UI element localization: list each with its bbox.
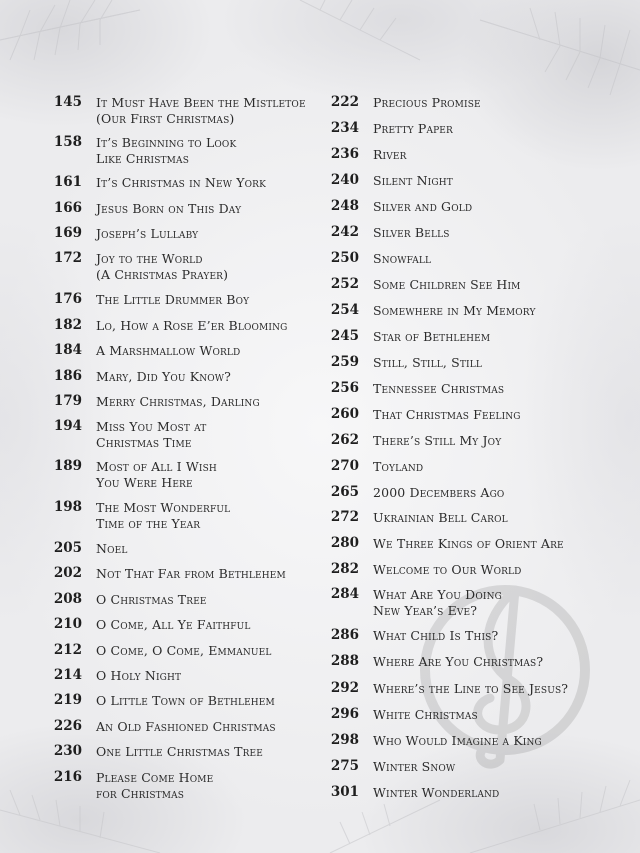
song-title: Tennessee Christmas: [373, 381, 505, 396]
toc-entry: [323, 329, 490, 345]
toc-entry: [323, 381, 504, 397]
toc-entry: [323, 433, 501, 449]
toc-entry: [323, 536, 564, 552]
toc-entry: [323, 785, 499, 801]
page-number: 240: [330, 172, 359, 188]
toc-entry: [323, 459, 423, 475]
page-number: 189: [53, 458, 82, 474]
page-number: 286: [330, 627, 359, 643]
page-number: 194: [53, 418, 82, 434]
song-title: Jesus Born on This Day: [96, 201, 242, 216]
page-number: 198: [53, 499, 82, 515]
page-number: 205: [53, 540, 82, 556]
page-number: 275: [330, 758, 359, 774]
page-number: 260: [330, 406, 359, 422]
song-title: Silver Bells: [373, 225, 450, 240]
page-number: 145: [53, 94, 82, 110]
toc-entry: [323, 225, 450, 241]
song-title: That Christmas Feeling: [373, 407, 521, 422]
song-title: Silver and Gold: [373, 199, 473, 214]
song-title: Star of Bethlehem: [373, 329, 491, 344]
page-number: 254: [330, 302, 359, 318]
page-number: 208: [53, 591, 82, 607]
page-number: 182: [53, 317, 82, 333]
page-number: 288: [330, 653, 359, 669]
page-number: 270: [330, 458, 359, 474]
toc-entry: [323, 587, 502, 618]
song-title: We Three Kings of Orient Are: [373, 536, 564, 551]
toc-entry: [323, 407, 521, 423]
song-title: Welcome to Our World: [373, 562, 522, 577]
song-title: A Marshmallow World: [96, 343, 241, 358]
page-number: 282: [330, 561, 359, 577]
song-title: Mary, Did You Know?: [96, 369, 232, 384]
page-number: 272: [330, 509, 359, 525]
toc-entry: [323, 121, 453, 137]
page-number: 222: [330, 94, 359, 110]
song-title: Winter Snow: [373, 759, 456, 774]
song-title: Snowfall: [373, 251, 432, 266]
page-number: 158: [53, 134, 82, 150]
song-title: Somewhere in My Memory: [373, 303, 536, 318]
song-title: Toyland: [373, 459, 424, 474]
song-title: The Little Drummer Boy: [96, 292, 250, 307]
toc-entry: [323, 199, 472, 215]
page-number: 226: [53, 718, 82, 734]
song-title: White Christmas: [373, 707, 478, 722]
page-number: 210: [53, 616, 82, 632]
page-number: 284: [330, 586, 359, 602]
song-title: O Little Town of Bethlehem: [96, 693, 275, 708]
page-number: 166: [53, 200, 82, 216]
toc-entry: [323, 628, 498, 644]
song-title: Lo, How a Rose E’er Blooming: [96, 318, 288, 333]
song-title: O Holy Night: [96, 668, 182, 683]
page-number: 296: [330, 706, 359, 722]
toc-entry: [323, 173, 453, 189]
song-title: There’s Still My Joy: [373, 433, 502, 448]
song-title: Joy to the World (A Christmas Prayer): [96, 251, 229, 282]
page-number: 301: [330, 784, 359, 800]
toc-entry: [323, 355, 482, 371]
song-title: Silent Night: [373, 173, 453, 188]
song-title: Joseph’s Lullaby: [96, 226, 199, 241]
song-title: Ukrainian Bell Carol: [373, 510, 508, 525]
song-title: It’s Christmas in New York: [96, 175, 266, 190]
song-title: What Child Is This?: [373, 628, 499, 643]
song-title: Most of All I Wish You Were Here: [96, 459, 217, 490]
page-number: 202: [53, 565, 82, 581]
song-title: Miss You Most at Christmas Time: [96, 419, 207, 450]
song-title: Some Children See Him: [373, 277, 521, 292]
song-title: It Must Have Been the Mistletoe (Our First Christmas): [96, 95, 306, 126]
song-title: Not That Far from Bethlehem: [96, 566, 286, 581]
song-title: Winter Wonderland: [373, 785, 500, 800]
toc-entry: [323, 759, 455, 775]
page-number: 262: [330, 432, 359, 448]
page-number: 169: [53, 225, 82, 241]
toc-entry: [323, 303, 536, 319]
page-number: 216: [53, 769, 82, 785]
song-title: Still, Still, Still: [373, 355, 482, 370]
page-number: 179: [53, 393, 82, 409]
song-title: 2000 Decembers Ago: [373, 485, 505, 500]
toc-entry: [323, 277, 521, 293]
page-number: 245: [330, 328, 359, 344]
song-title: Precious Promise: [373, 95, 481, 110]
page-number: 230: [53, 743, 82, 759]
page-number: 248: [330, 198, 359, 214]
page-number: 214: [53, 667, 82, 683]
toc-entry: [323, 681, 568, 697]
song-title: Noel: [96, 541, 128, 556]
song-title: Where’s the Line to See Jesus?: [373, 681, 569, 696]
page-number: 298: [330, 732, 359, 748]
page-number: 161: [53, 174, 82, 190]
toc-entry: [323, 147, 407, 163]
song-title: O Come, O Come, Emmanuel: [96, 643, 272, 658]
song-title: Please Come Home for Christmas: [96, 770, 214, 801]
toc-entry: [323, 95, 481, 111]
song-title: River: [373, 147, 407, 162]
page-number: 280: [330, 535, 359, 551]
page-number: 292: [330, 680, 359, 696]
song-title: The Most Wonderful Time of the Year: [96, 500, 231, 531]
page-number: 184: [53, 342, 82, 358]
page-number: 252: [330, 276, 359, 292]
song-title: Merry Christmas, Darling: [96, 394, 260, 409]
toc-entry: [323, 733, 542, 749]
page-number: 259: [330, 354, 359, 370]
song-title: Pretty Paper: [373, 121, 453, 136]
song-title: It’s Beginning to Look Like Christmas: [96, 135, 237, 166]
page-number: 186: [53, 368, 82, 384]
page-number: 236: [330, 146, 359, 162]
page-number: 250: [330, 250, 359, 266]
page-number: 234: [330, 120, 359, 136]
song-title: Who Would Imagine a King: [373, 733, 542, 748]
page-number: 256: [330, 380, 359, 396]
page-number: 172: [53, 250, 82, 266]
toc-entry: [323, 707, 478, 723]
song-title: What Are You Doing New Year’s Eve?: [373, 587, 502, 618]
song-title: An Old Fashioned Christmas: [96, 719, 276, 734]
page-number: 242: [330, 224, 359, 240]
page-number: 219: [53, 692, 82, 708]
page-number: 212: [53, 642, 82, 658]
page-number: 176: [53, 291, 82, 307]
song-title: Where Are You Christmas?: [373, 654, 544, 669]
toc-entry: [323, 654, 543, 670]
toc-entry: [323, 562, 522, 578]
toc-entry: [323, 485, 504, 501]
song-title: O Come, All Ye Faithful: [96, 617, 251, 632]
song-title: O Christmas Tree: [96, 592, 207, 607]
song-title: One Little Christmas Tree: [96, 744, 263, 759]
page-number: 265: [330, 484, 359, 500]
toc-entry: [323, 510, 508, 526]
toc-entry: [323, 251, 431, 267]
